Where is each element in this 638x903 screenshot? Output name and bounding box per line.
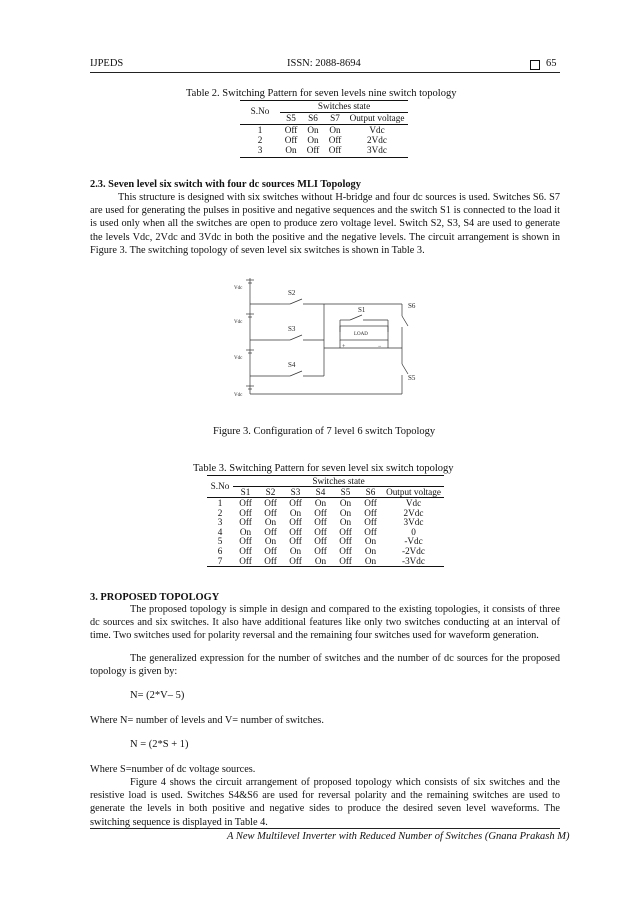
figure3-source-label: Vdc xyxy=(234,393,243,398)
table3-cell: Vdc xyxy=(405,498,422,508)
equation-2: N = (2*S + 1) xyxy=(130,739,189,750)
section-3-paragraph-2: The generalized expression for the number of switches and the number of dc sources for the proposed topology is given by: xyxy=(90,653,560,678)
table3-cell: 2 xyxy=(217,507,223,518)
table3-cell: On xyxy=(339,507,352,518)
section-3-heading: 3. PROPOSED TOPOLOGY xyxy=(90,592,220,603)
figure3-caption: Figure 3. Configuration of 7 level 6 switch Topology xyxy=(213,426,436,437)
table2-cell: 3 xyxy=(257,145,263,155)
table3-cell: On xyxy=(339,498,352,508)
table3-cell: On xyxy=(264,536,277,547)
checkbox-icon xyxy=(530,60,540,70)
figure3-source-label: Vdc xyxy=(234,356,243,361)
table3-cell: 7 xyxy=(217,555,223,566)
section-3-paragraph-1: The proposed topology is simple in design and compared to the existing topologies, it consists of three dc sources and six switches. It also have additional features like only two switches conducting at an interval of time. Two switches used for polarity reversal and the remaining four switches used for waveform generation. xyxy=(90,604,560,642)
table3-cell: On xyxy=(264,517,277,528)
table3-cell: Off xyxy=(339,555,352,566)
table3-cell: Off xyxy=(364,498,377,508)
table2-cell: On xyxy=(285,145,297,155)
table2-sno-header: S.No xyxy=(250,106,270,116)
table3-cell: Off xyxy=(364,526,377,537)
table3-cell: Off xyxy=(339,546,352,556)
table3-cell: 3Vdc xyxy=(403,517,424,528)
table3-cell: Off xyxy=(314,536,327,547)
table2-col-header: S6 xyxy=(308,113,318,123)
journal-name: IJPEDS xyxy=(90,58,124,69)
table2-col-header: S5 xyxy=(286,113,296,123)
section-2-3-paragraph: This structure is designed with six switches without H-bridge and four dc sources is used. Switches S6. S7 are used for generating the pulses in positive and negative sequences and the switch S1 is connected to the load it is used only when all the switches are open to produce zero voltage level. Switch S2, S3, S4 are used to generate the levels Vdc, 2Vdc and 3Vdc in both the positive and the negative levels. The circuit arrangement is shown in Figure 3. The switching topology of seven level six switches is shown in Table 3. xyxy=(90,192,560,256)
figure3-circuit-diagram xyxy=(228,268,428,410)
table2 xyxy=(240,100,408,158)
table3-cell: Off xyxy=(239,536,252,547)
table3-col-header: S4 xyxy=(315,487,326,497)
table3-cell: On xyxy=(364,546,377,556)
where-1: Where N= number of levels and V= number of switches. xyxy=(90,715,324,726)
table3-cell: Off xyxy=(239,517,252,528)
table3-cell: On xyxy=(339,517,352,528)
table3-cell: Off xyxy=(289,555,302,566)
table2-cell: 3Vdc xyxy=(367,145,387,155)
table3-col-header: S5 xyxy=(340,487,351,497)
figure3-switch-label: S1 xyxy=(358,306,366,314)
figure3-load-label: LOAD xyxy=(354,332,368,337)
table3-cell: 1 xyxy=(217,498,223,508)
section-2-3-heading: 2.3. Seven level six switch with four dc sources MLI Topology xyxy=(90,179,361,190)
header-rule xyxy=(90,72,560,73)
table3-col-header: S2 xyxy=(265,487,276,497)
table3-cell: Off xyxy=(239,555,252,566)
table3-cell: -2Vdc xyxy=(402,546,425,556)
table3-cell: 6 xyxy=(217,546,223,556)
table3-cell: Off xyxy=(314,517,327,528)
table3-group-header: Switches state xyxy=(312,476,365,486)
table3-cell: On xyxy=(314,498,327,508)
figure3-switch-label: S4 xyxy=(288,361,296,369)
table3-cell: Off xyxy=(264,546,277,556)
table3-cell: Off xyxy=(339,536,352,547)
table3-col-header: S3 xyxy=(290,487,301,497)
issn: ISSN: 2088-8694 xyxy=(287,58,361,69)
figure3-source-label: Vdc xyxy=(234,286,243,291)
table3-cell: Off xyxy=(264,526,277,537)
table3-cell: 4 xyxy=(217,526,223,537)
table2-cell: 2Vdc xyxy=(367,135,387,145)
table3-cell: Off xyxy=(289,526,302,537)
table3-cell: On xyxy=(314,555,327,566)
table3-cell: 3 xyxy=(217,517,223,528)
figure3-switch-label: S3 xyxy=(288,325,296,333)
where-2: Where S=number of dc voltage sources. xyxy=(90,764,256,775)
table3-bottom-rule xyxy=(207,566,444,567)
table3-cell: On xyxy=(289,546,302,556)
table3-cell: Off xyxy=(289,536,302,547)
table3-cell: On xyxy=(364,555,377,566)
section-3-paragraph-3: Figure 4 shows the circuit arrangement of proposed topology which consists of six switches and the resistive load is used. Switches S4&S6 are used for reversal polarity and the remaining switches are used to generate the levels in both positive and negative sides to produce the desired seven level waveforms. The switching sequence is displayed in Table 4. xyxy=(90,777,560,828)
page-number: 65 xyxy=(546,58,557,69)
table3-cell: Off xyxy=(239,498,252,508)
table2-cell: Vdc xyxy=(369,125,385,135)
table3-cell: -3Vdc xyxy=(402,555,425,566)
table3-cell: Off xyxy=(289,517,302,528)
table3-cell: Off xyxy=(314,507,327,518)
figure3-source-label: Vdc xyxy=(234,320,243,325)
figure3-minus-sign: − xyxy=(378,344,382,350)
table3-cell: 2Vdc xyxy=(403,507,424,518)
table3-cell: 5 xyxy=(217,536,223,547)
table3-cell: Off xyxy=(364,507,377,518)
table3-caption: Table 3. Switching Pattern for seven level six switch topology xyxy=(193,463,454,474)
table3-cell: Off xyxy=(289,498,302,508)
figure3-switch-label: S2 xyxy=(288,289,296,297)
table3-sno-header: S.No xyxy=(210,481,230,491)
table3-cell: 0 xyxy=(411,526,416,537)
table3-cell: Off xyxy=(314,526,327,537)
table2-cell: Off xyxy=(328,145,342,155)
table2-group-header: Switches state xyxy=(317,101,371,111)
table2-cell: On xyxy=(329,125,341,135)
table3-cell: Off xyxy=(264,507,277,518)
table3 xyxy=(207,475,444,567)
table2-col-header: Output voltage xyxy=(349,113,405,123)
table3-col-header: S6 xyxy=(365,487,376,497)
table3-col-header: S1 xyxy=(240,487,251,497)
figure3-switch-label: S5 xyxy=(408,374,416,382)
table3-cell: Off xyxy=(239,507,252,518)
table3-cell: Off xyxy=(314,546,327,556)
table3-cell: On xyxy=(239,526,252,537)
table2-cell: Off xyxy=(284,135,298,145)
table2-cell: Off xyxy=(306,145,320,155)
table2-cell: On xyxy=(307,125,319,135)
footer-text: A New Multilevel Inverter with Reduced Number of Switches (Gnana Prakash M) xyxy=(227,831,570,842)
table2-cell: 2 xyxy=(257,135,263,145)
table3-cell: Off xyxy=(264,555,277,566)
table3-cell: On xyxy=(289,507,302,518)
table3-cell: Off xyxy=(239,546,252,556)
table2-cell: On xyxy=(307,135,319,145)
table3-cell: On xyxy=(364,536,377,547)
figure3-plus-sign: + xyxy=(342,344,346,350)
table2-col-header: S7 xyxy=(330,113,340,123)
footer-rule xyxy=(90,828,560,829)
table3-cell: Off xyxy=(339,526,352,537)
table3-col-header: Output voltage xyxy=(386,487,441,497)
figure3-switch-label: S6 xyxy=(408,302,416,310)
table2-cell: Off xyxy=(284,125,298,135)
table2-cell: Off xyxy=(328,135,342,145)
table2-bottom-rule xyxy=(240,157,408,158)
table3-cell: -Vdc xyxy=(404,536,423,547)
table2-cell: 1 xyxy=(257,125,263,135)
table3-cell: Off xyxy=(264,498,277,508)
table2-caption: Table 2. Switching Pattern for seven levels nine switch topology xyxy=(186,88,457,99)
equation-1: N= (2*V– 5) xyxy=(130,690,185,701)
table3-cell: Off xyxy=(364,517,377,528)
